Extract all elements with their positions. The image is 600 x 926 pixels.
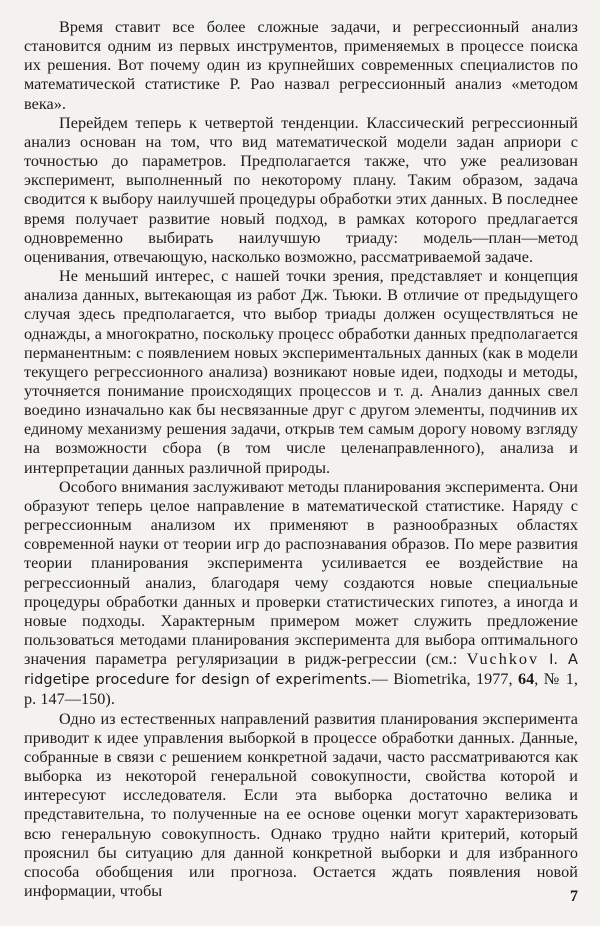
reference-volume: 64 [517,670,535,689]
reference-author: Vuchkov [466,650,540,669]
paragraph-4-text: Особого внимания заслуживают методы планирования эксперимента. Они образуют теперь целое направление в математической статистике. Наряду с регрессионным анализом их применяют в разнообразных областях современной науки от теории игр до распознавания образов. По мере развития теории планирования эксперимента усиливается ее воздействие на регрессионный анализ, благодаря чему создаются новые специальные процедуры обработки данных и проверки статистических гипотез, а иногда и новые подходы. Характерным примером может служить предложение пользоваться методами планирования эксперимента для выбора оптимального значения параметра регуляризации в ридж-регрессии (см.: [24,477,578,669]
paragraph-1: Время ставит все более сложные задачи, и регрессионный анализ становится одним из первых инструментов, применяемых в процессе поиска их решения. Вот почему один из крупнейших современных специалистов по математической статистике Р. Рао назвал регрессионный анализ «методом века». [24,18,578,113]
page-body [24,18,578,901]
reference-journal: — Biometrika, 1977, [371,670,518,689]
paragraph-2: Перейдем теперь к четвертой тенденции. Классический регрессионный анализ основан на том, что вид математической модели задан априори с точностью до параметров. Предполагается также, что уже реализован эксперимент, выполненный по некоторому плану. Таким образом, задача сводится к выбору наилучшей процедуры обработки этих данных. В последнее время получает развитие новый подход, в рамках которого предлагается одновременно выбирать наилучшую триаду: модель—план—метод оценивания, отвечающую, насколько возможно, рассматриваемой задаче. [24,113,578,266]
paragraph-3: Не меньший интерес, с нашей точки зрения, представляет и концепция анализа данных, вытекающая из работ Дж. Тьюки. В отличие от предыдущего случая здесь предполагается, что выбор триады должен осуществляться не однажды, а многократно, поскольку процесс обработки данных предполагается перманентным: с появлением новых экспериментальных данных (как в модели текущего регрессионного анализа) возникают новые идеи, подходы и методы, уточняется понимание происходящих процессов и т. д. Анализ данных свел воедино изначально как бы несвязанные друг с другом элементы, подчинив их единому механизму решения задачи, открыв тем самым дорогу новому взгляду на возможности сбора (в том числе целенаправленного), анализа и интерпретации данных различной природы. [24,267,578,477]
paragraph-4 [24,478,578,710]
paragraph-5: Одно из естественных направлений развития планирования эксперимента приводит к идее управления выборкой в процессе обработки данных. Данные, собранные в связи с решением конкретной задачи, часто рассматриваются как выборка из некоторой генеральной совокупности, свойства которой и интересуют исследователя. Если эта выборка достаточно велика и представительна, то полученные на ее основе оценки могут характеризовать всю генеральную совокупность. Однако трудно найти критерий, который прояснил бы ситуацию для данной конкретной выборки и для избранного способа обобщения или прогноза. Остается ждать появления новой информации, чтобы [24,709,578,901]
page-number: 7 [570,888,578,905]
reference-title: I. A ridgetipe procedure for design of experiments. [24,652,578,689]
reference-pages: , № 1, p. 147—150). [24,670,578,709]
